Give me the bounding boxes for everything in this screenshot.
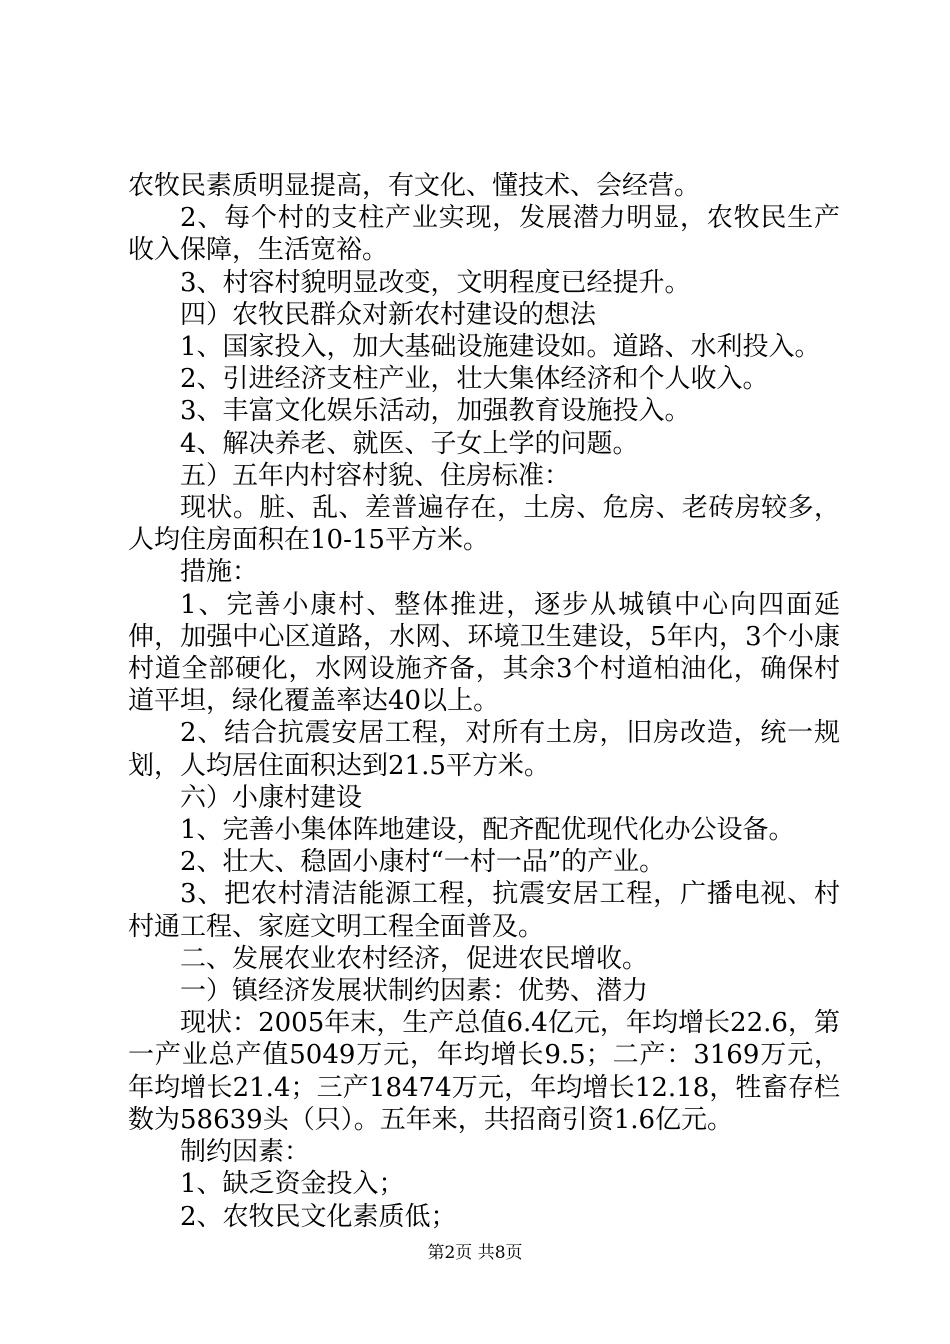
paragraph: 五）五年内村容村貌、住房标准： (180, 460, 571, 491)
paragraph: 一）镇经济发展状制约因素：优势、潜力 (180, 976, 649, 1007)
paragraph: 2、壮大、稳固小康村“一村一品”的产业。 (180, 847, 666, 878)
paragraph: 3、把农村清洁能源工程，抗震安居工程，广播电视、村村通工程、家庭文明工程全面普及。 (128, 879, 840, 942)
paragraph: 4、解决养老、就医、子女上学的问题。 (180, 428, 639, 459)
paragraph: 四）农牧民群众对新农村建设的想法 (180, 299, 597, 330)
document-body (128, 170, 840, 1233)
paragraph: 1、国家投入，加大基础设施建设如。道路、水利投入。 (180, 332, 821, 363)
paragraph: 2、引进经济支柱产业，壮大集体经济和个人收入。 (180, 364, 769, 395)
paragraph: 2、农牧民文化素质低； (180, 1201, 457, 1232)
paragraph: 六）小康村建设 (180, 782, 363, 813)
paragraph: 1、缺乏资金投入； (180, 1169, 405, 1200)
paragraph: 二、发展农业农村经济，促进农民增收。 (180, 943, 649, 974)
paragraph: 2、结合抗震安居工程，对所有土房，旧房改造，统一规划，人均居住面积达到21.5平方米。 (128, 718, 840, 781)
paragraph: 现状。脏、乱、差普遍存在，土房、危房、老砖房较多，人均住房面积在10-15平方米。 (128, 493, 840, 556)
paragraph: 农牧民素质明显提高，有文化、懂技术、会经营。 (128, 171, 701, 201)
paragraph: 3、村容村貌明显改变，文明程度已经提升。 (180, 267, 691, 298)
paragraph: 措施： (180, 557, 259, 588)
paragraph: 3、丰富文化娱乐活动，加强教育设施投入。 (180, 396, 691, 427)
paragraph: 1、完善小集体阵地建设，配齐配优现代化办公设备。 (180, 815, 795, 846)
paragraph: 2、每个村的支柱产业实现，发展潜力明显，农牧民生产收入保障，生活宽裕。 (128, 203, 840, 266)
page-footer: 第2页 共8页 (427, 1243, 523, 1263)
paragraph: 制约因素： (180, 1137, 311, 1168)
paragraph: 1、完善小康村、整体推进，逐步从城镇中心向四面延伸，加强中心区道路，水网、环境卫生建设，5年内，3个小康村道全部硬化，水网设施齐备，其余3个村道柏油化，确保村道平坦，绿化覆盖率达40以上。 (128, 589, 840, 717)
paragraph: 现状：2005年末，生产总值6.4亿元，年均增长22.6，第一产业总产值5049万元，年均增长9.5；二产：3169万元，年均增长21.4；三产18474万元，年均增长12.18，牲畜存栏数为58639头（只）。五年来，共招商引资1.6亿元。 (128, 1008, 840, 1135)
